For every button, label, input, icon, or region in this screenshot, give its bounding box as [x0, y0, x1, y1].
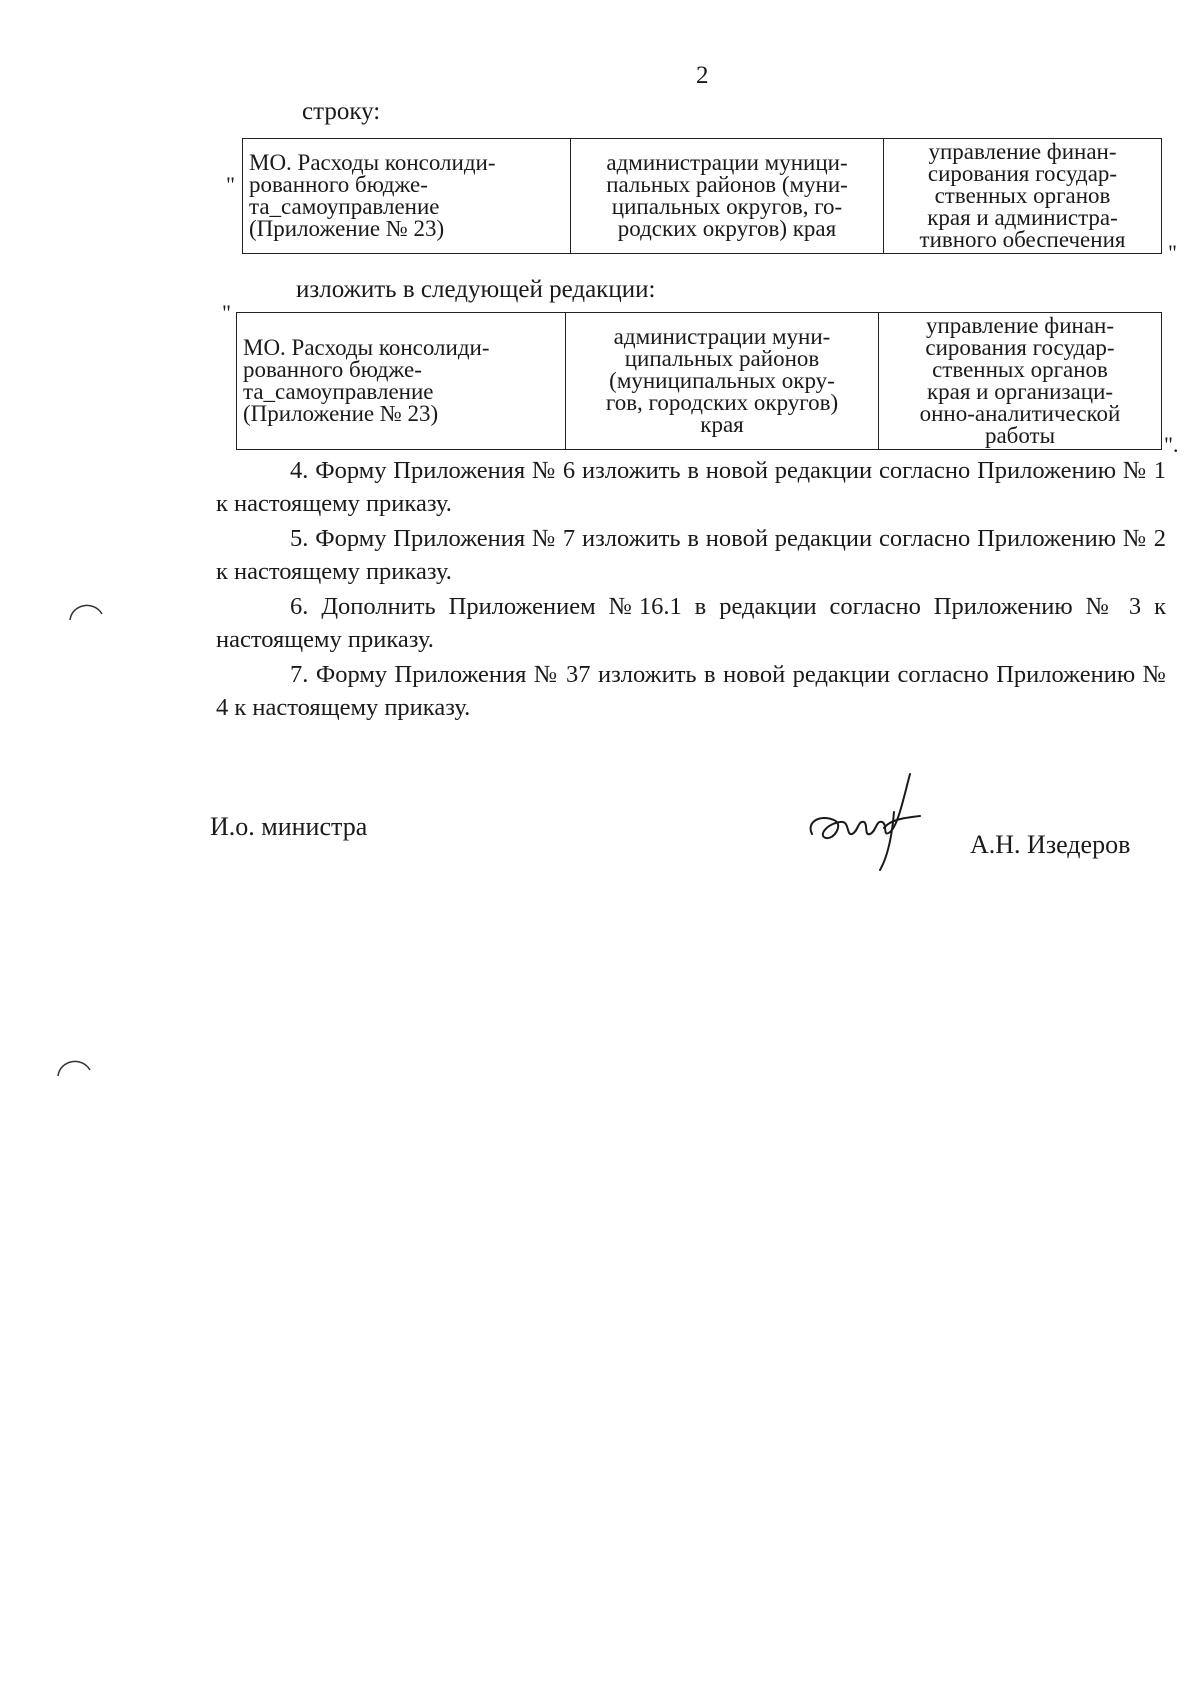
cell-line: та_самоуправление [243, 379, 434, 404]
intro-line: строку: [302, 98, 381, 125]
cell-line: работы [984, 423, 1056, 448]
cell-line: (Приложение № 23) [249, 216, 445, 241]
cell-line: онно-аналитической [919, 401, 1121, 426]
cell-line: края [700, 412, 744, 437]
old-row-table [242, 138, 1162, 254]
cell-line: МО. Расходы консолиди- [243, 335, 490, 360]
new-row-cell-administrations [566, 313, 879, 450]
cell-line: управление финан- [928, 139, 1117, 164]
cell-line: гов, городских округов) [605, 390, 839, 415]
cell-line: края и организаци- [926, 379, 1114, 404]
new-row-close-quote: ". [1164, 432, 1179, 457]
cell-line: края и администра- [927, 205, 1118, 230]
new-row-open-quote: " [222, 300, 231, 325]
punch-hole-mark [66, 598, 106, 622]
old-row-close-quote: " [1168, 240, 1177, 265]
cell-line: администрации муни- [613, 324, 831, 349]
cell-line: ципальных округов, го- [611, 194, 843, 219]
edit-line: изложить в следующей редакции: [296, 276, 656, 303]
table-row [237, 313, 1162, 450]
punch-hole-mark [54, 1054, 94, 1078]
cell-line: (муниципальных окру- [609, 368, 835, 393]
table-row [243, 139, 1162, 254]
cell-line: (Приложение № 23) [243, 401, 439, 426]
new-row-cell-expense [237, 313, 566, 450]
page-number: 2 [696, 62, 709, 89]
paragraph-item-7: 7. Форму Приложения № 37 изложить в новой редакции согласно Приложению № 4 к настоящему приказу. [216, 661, 1166, 721]
cell-line: ципальных районов [624, 346, 820, 371]
signatory-title: И.о. министра [210, 812, 368, 841]
cell-line: та_самоуправление [249, 194, 440, 219]
new-row-table [236, 312, 1162, 450]
old-row-cell-expense [243, 139, 571, 254]
cell-line: сирования государ- [927, 161, 1118, 186]
signatory-name: А.Н. Изедеров [970, 830, 1131, 859]
handwritten-signature [800, 766, 940, 876]
cell-line: сирования государ- [925, 335, 1115, 360]
cell-line: рованного бюдже- [249, 172, 428, 197]
cell-line: ственных органов [934, 183, 1111, 208]
paragraph-item-5: 5. Форму Приложения № 7 изложить в новой редакции согласно Приложению № 2 к настоящему приказу. [216, 525, 1166, 585]
paragraph-item-6: 6. Дополнить Приложением №16.1 в редакции согласно Приложению № 3 к настоящему приказу. [216, 593, 1166, 653]
cell-line: управление финан- [925, 313, 1115, 338]
old-row-open-quote: " [226, 172, 235, 197]
cell-line: МО. Расходы консолиди- [249, 150, 496, 175]
paragraph-item-4: 4. Форму Приложения № 6 изложить в новой редакции согласно Приложению № 1 к настоящему приказу. [216, 457, 1166, 517]
new-row-cell-department [879, 313, 1162, 450]
cell-line: родских округов) края [617, 216, 837, 241]
cell-line: тивного обеспечения [919, 227, 1126, 252]
cell-line: рованного бюдже- [243, 357, 422, 382]
cell-line: администрации муници- [606, 150, 848, 175]
old-row-cell-department [884, 139, 1162, 254]
cell-line: ственных органов [932, 357, 1108, 382]
old-row-cell-administrations [571, 139, 884, 254]
cell-line: пальных районов (муни- [606, 172, 848, 197]
